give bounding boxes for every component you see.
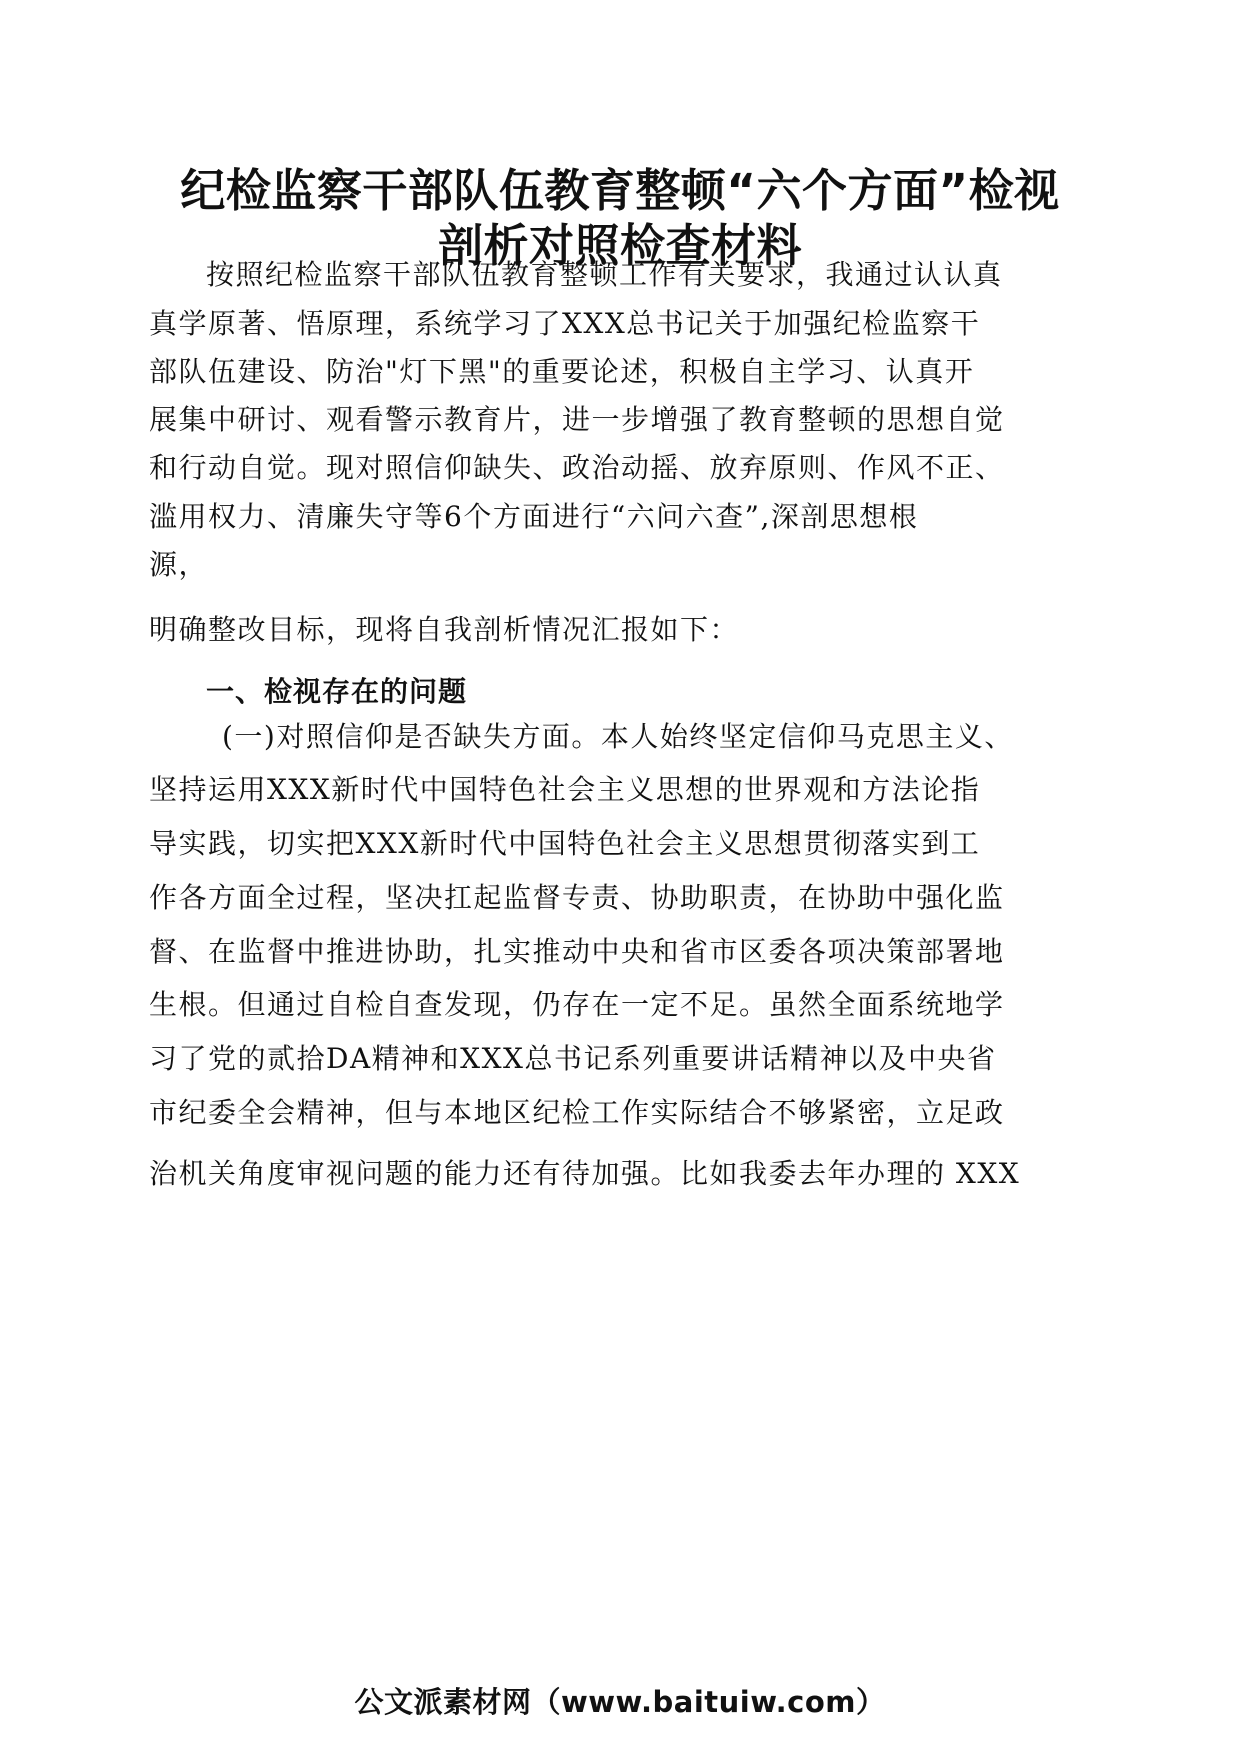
document-title-line-1: 纪检监察干部队伍教育整顿“六个方面”检视: [180, 164, 1060, 217]
intro-line: 展集中研讨、观看警示教育片，进一步增强了教育整顿的思想自觉: [149, 403, 1005, 436]
intro-line: 和行动自觉。现对照信仰缺失、政治动摇、放弃原则、作风不正、: [149, 451, 1005, 484]
section-line: 习了党的贰拾DA精神和XXX总书记系列重要讲话精神以及中央省: [149, 1042, 997, 1075]
section-line: 市纪委全会精神，但与本地区纪检工作实际结合不够紧密，立足政: [149, 1096, 1005, 1129]
document-title-line-2: 剖析对照检查材料: [437, 219, 802, 272]
section-line: 坚持运用XXX新时代中国特色社会主义思想的世界观和方法论指: [149, 773, 981, 806]
intro-line: 部队伍建设、防治"灯下黑"的重要论述，积极自主学习、认真开: [149, 355, 975, 388]
section-line: (一)对照信仰是否缺失方面。本人始终坚定信仰马克思主义、: [222, 720, 1014, 753]
intro-line: 明确整改目标，现将自我剖析情况汇报如下：: [149, 613, 740, 646]
intro-line: 按照纪检监察干部队伍教育整顿工作有关要求，我通过认认真: [206, 258, 1003, 291]
intro-line: 源，: [149, 548, 209, 581]
section-line: 治机关角度审视问题的能力还有待加强。比如我委去年办理的 XXX: [149, 1157, 1021, 1190]
section-line: 导实践，切实把XXX新时代中国特色社会主义思想贯彻落实到工: [149, 827, 981, 860]
section-line: 作各方面全过程，坚决扛起监督专责、协助职责，在协助中强化监: [149, 881, 1005, 914]
section-line: 督、在监督中推进协助，扎实推动中央和省市区委各项决策部署地: [149, 935, 1005, 968]
footer-watermark-text: 公文派素材网（www.baituiw.com）: [354, 1685, 886, 1719]
section-line: 生根。但通过自检自查发现，仍存在一定不足。虽然全面系统地学: [149, 988, 1005, 1021]
section-heading: 一、检视存在的问题: [206, 675, 468, 708]
intro-line: 真学原著、悟原理，系统学习了XXX总书记关于加强纪检监察干: [149, 307, 981, 340]
intro-line: 滥用权力、清廉失守等6个方面进行“六问六查”,深剖思想根: [149, 500, 919, 533]
